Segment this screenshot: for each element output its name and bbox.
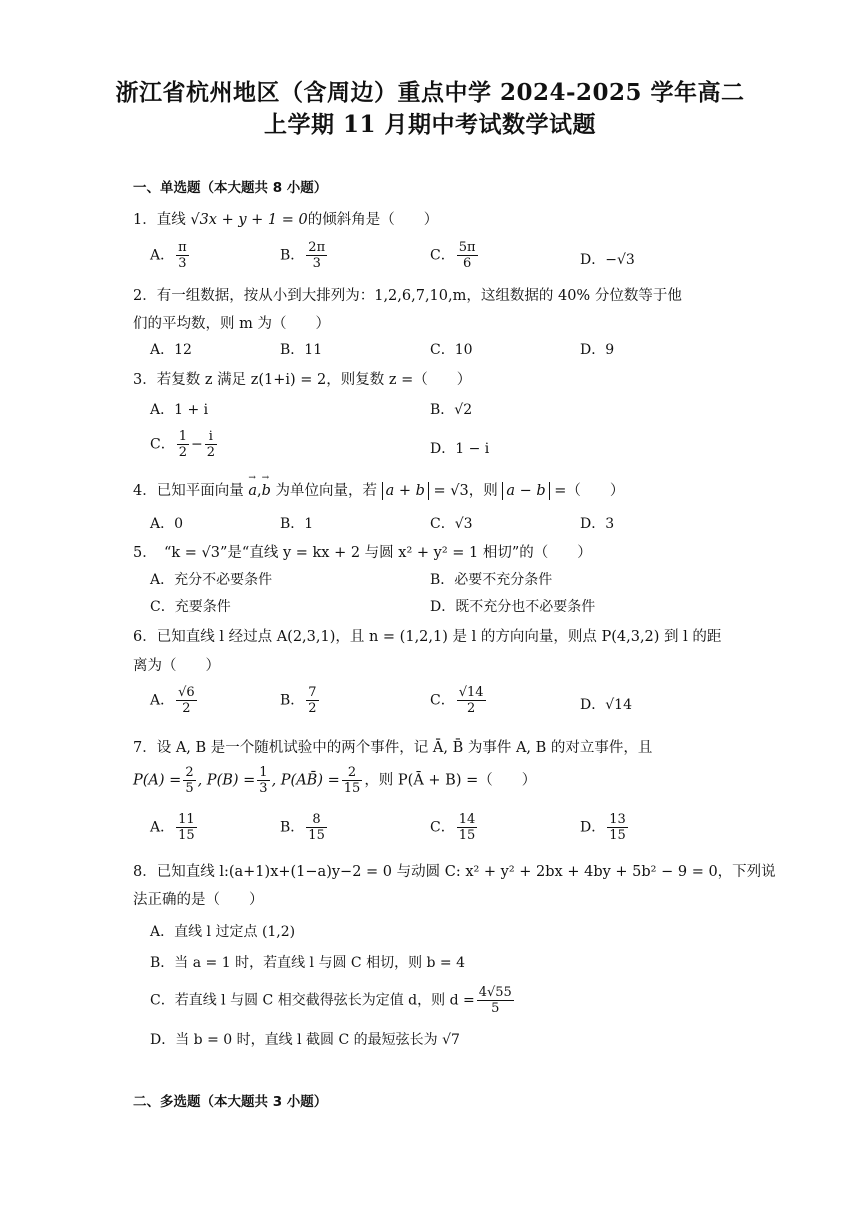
question-6-line1: 6．已知直线 l 经过点 A(2,3,1)，且 n = (1,2,1) 是 l 的方向向量，则点 P(4,3,2) 到 l 的距 bbox=[133, 629, 722, 645]
q8-option-d: D．当 b = 0 时，直线 l 截圆 C 的最短弦长为 √7 bbox=[150, 1032, 460, 1048]
question-7-line2: P(A) = $\frac{2}{5}$ , P(B) = $\frac{1}{3}$ , P(AB̄) = $\frac{2}{15}$ ，则 P(Ā + B) =（ ） bbox=[133, 765, 537, 796]
q5-option-d: D．既不充分也不必要条件 bbox=[430, 599, 596, 615]
question-8-line1: 8．已知直线 l:(a+1)x+(1−a)y−2 = 0 与动圆 C: x² + y² + 2bx + 4by + 5b² − 9 = 0，下列说 bbox=[133, 864, 776, 880]
q7-option-c: C． $\frac{14}{15}$ bbox=[430, 812, 476, 843]
q1-text-post: 的倾斜角是（ ） bbox=[307, 212, 439, 228]
vector-a: → a bbox=[248, 483, 257, 499]
q2-option-b: B．11 bbox=[280, 342, 323, 358]
q7-option-b: B． $\frac{8}{15}$ bbox=[280, 812, 325, 843]
q1-text-pre: 直线 bbox=[156, 212, 186, 228]
q7-option-d: D． $\frac{13}{15}$ bbox=[580, 812, 626, 843]
q1-option-a: A． $\frac{\pi}{3}$ bbox=[150, 240, 187, 271]
question-1 bbox=[133, 208, 733, 229]
section-heading-multiple-choice: 二、多选题（本大题共 3 小题） bbox=[133, 1094, 328, 1110]
q4-condition-abs: a + b bbox=[382, 482, 429, 500]
q1-option-b: B． $\frac{2\pi}{3}$ bbox=[280, 240, 326, 271]
q7-option-a: A． $\frac{11}{15}$ bbox=[150, 812, 195, 843]
q6-option-c: C． $\frac{√14}{2}$ bbox=[430, 685, 484, 716]
question-6-line2: 离为（ ） bbox=[133, 658, 220, 674]
q2-option-a: A．12 bbox=[150, 342, 192, 358]
question-2-line2: 们的平均数，则 m 为（ ） bbox=[133, 316, 330, 332]
question-5: 5． “k = √3”是“直线 y = kx + 2 与圆 x² + y² = 1 相切”的（ ） bbox=[133, 545, 592, 561]
question-8-line2: 法正确的是（ ） bbox=[133, 892, 264, 908]
question-2-line1: 2．有一组数据，按从小到大排列为：1,2,6,7,10,m，这组数据的 40% 分位数等于他 bbox=[133, 288, 682, 304]
q3-option-c: C． $\frac{1}{2}$ − $\frac{i}{2}$ bbox=[150, 429, 216, 460]
q3-option-a: A．1 + i bbox=[150, 402, 209, 418]
q6-option-d: D．√14 bbox=[580, 697, 632, 713]
question-7-line1: 7．设 A, B 是一个随机试验中的两个事件，记 Ā, B̄ 为事件 A, B 的对立事件，且 bbox=[133, 740, 653, 756]
q4-option-b: B．1 bbox=[280, 516, 314, 532]
q1-option-d: D．−√3 bbox=[580, 252, 635, 268]
q5-option-c: C．充要条件 bbox=[150, 599, 231, 615]
page-title-line2: 上学期 11 月期中考试数学试题 bbox=[263, 111, 597, 138]
q5-option-a: A．充分不必要条件 bbox=[150, 572, 273, 588]
q2-option-c: C．10 bbox=[430, 342, 473, 358]
q4-option-c: C．√3 bbox=[430, 516, 473, 532]
q3-option-d: D．1 − i bbox=[430, 441, 490, 457]
vector-b: → b bbox=[262, 483, 271, 499]
q8-option-b: B．当 a = 1 时，若直线 l 与圆 C 相切，则 b = 4 bbox=[150, 955, 466, 971]
q4-option-a: A．0 bbox=[150, 516, 184, 532]
q2-option-d: D．9 bbox=[580, 342, 615, 358]
q1-option-c: C． $\frac{5\pi}{6}$ bbox=[430, 240, 476, 271]
q3-option-b: B．√2 bbox=[430, 402, 473, 418]
q6-option-a: A． $\frac{√6}{2}$ bbox=[150, 685, 195, 716]
q8-option-a: A．直线 l 过定点 (1,2) bbox=[150, 924, 296, 940]
q1-number: 1． bbox=[133, 212, 157, 228]
section-heading-single-choice: 一、单选题（本大题共 8 小题） bbox=[133, 180, 328, 196]
question-4: 4．已知平面向量 → a,→ b 为单位向量，若 a + b = √3，则 a − b =（ ） bbox=[133, 479, 733, 500]
q5-option-b: B．必要不充分条件 bbox=[430, 572, 553, 588]
question-3: 3．若复数 z 满足 z(1+i) = 2，则复数 z =（ ） bbox=[133, 372, 472, 388]
q1-expression: √3x + y + 1 = 0 bbox=[190, 212, 308, 228]
q4-ask-abs: a − b bbox=[502, 482, 549, 500]
q6-option-b: B． $\frac{7}{2}$ bbox=[280, 685, 317, 716]
q4-option-d: D．3 bbox=[580, 516, 615, 532]
page-title-line1: 浙江省杭州地区（含周边）重点中学 2024-2025 学年高二 bbox=[115, 79, 745, 106]
q8-option-c: C．若直线 l 与圆 C 相交截得弦长为定值 d，则 d = $\frac{4√55}{5}$ bbox=[150, 985, 512, 1016]
